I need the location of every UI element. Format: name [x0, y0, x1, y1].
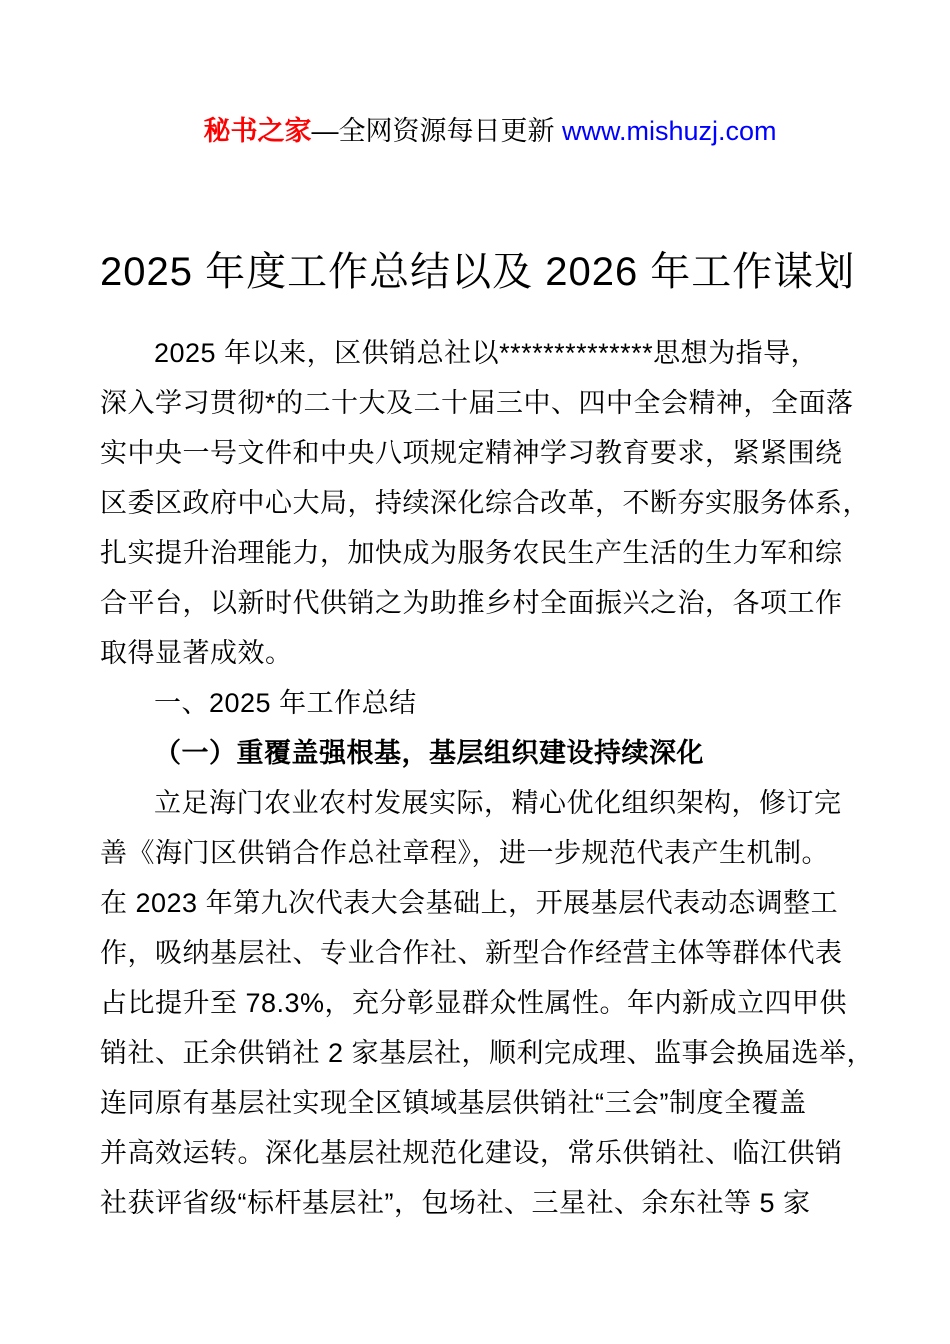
text-line: 善《海门区供销合作总社章程》，进一步规范代表产生机制。	[100, 838, 829, 868]
text-line: 扎实提升治理能力，加快成为服务农民生产生活的生力军和综	[100, 538, 843, 568]
text-line: 区委区政府中心大局，持续深化综合改革，不断夯实服务体系，	[100, 488, 870, 518]
text-line: 销社、正余供销社 2 家基层社，顺利完成理、监事会换届选举，	[100, 1038, 875, 1068]
text-block-heading2	[100, 728, 850, 778]
document-title: 2025 年度工作总结以及 2026 年工作谋划	[100, 250, 856, 294]
text-line: 立足海门农业农村发展实际，精心优化组织架构，修订完	[154, 788, 842, 818]
text-line: 合平台，以新时代供销之为助推乡村全面振兴之治，各项工作	[100, 588, 843, 618]
text-line: 深入学习贯彻*的二十大及二十届三中、四中全会精神，全面落	[100, 388, 854, 418]
text-line: 连同原有基层社实现全区镇域基层供销社“三会”制度全覆盖	[100, 1088, 807, 1118]
header-url-link[interactable]: www.mishuzj.com	[561, 116, 777, 146]
text-block-heading1	[100, 678, 850, 728]
text-line: 并高效运转。深化基层社规范化建设，常乐供销社、临江供销	[100, 1138, 843, 1168]
text-line: 2025 年以来，区供销总社以**************思想为指导，	[154, 338, 819, 368]
text-block-paragraph	[100, 778, 875, 1228]
document-body	[100, 328, 875, 1228]
brand-text: 秘书之家	[203, 116, 312, 146]
header-banner	[100, 0, 850, 182]
header-tagline: —全网资源每日更新	[311, 116, 562, 146]
text-line: 实中央一号文件和中央八项规定精神学习教育要求，紧紧围绕	[100, 438, 843, 468]
text-block-paragraph	[100, 328, 870, 678]
text-line: 占比提升至 78.3%，充分彰显群众性属性。年内新成立四甲供	[100, 988, 848, 1018]
text-line: 作，吸纳基层社、专业合作社、新型合作经营主体等群体代表	[100, 938, 843, 968]
text-line: 一、2025 年工作总结	[154, 688, 417, 718]
text-line: 社获评省级“标杆基层社”，包场社、三星社、余东社等 5 家	[100, 1188, 811, 1218]
text-line: 在 2023 年第九次代表大会基础上，开展基层代表动态调整工	[100, 888, 839, 918]
text-line: （一）重覆盖强根基，基层组织建设持续深化	[154, 738, 704, 768]
text-line: 取得显著成效。	[100, 638, 293, 668]
